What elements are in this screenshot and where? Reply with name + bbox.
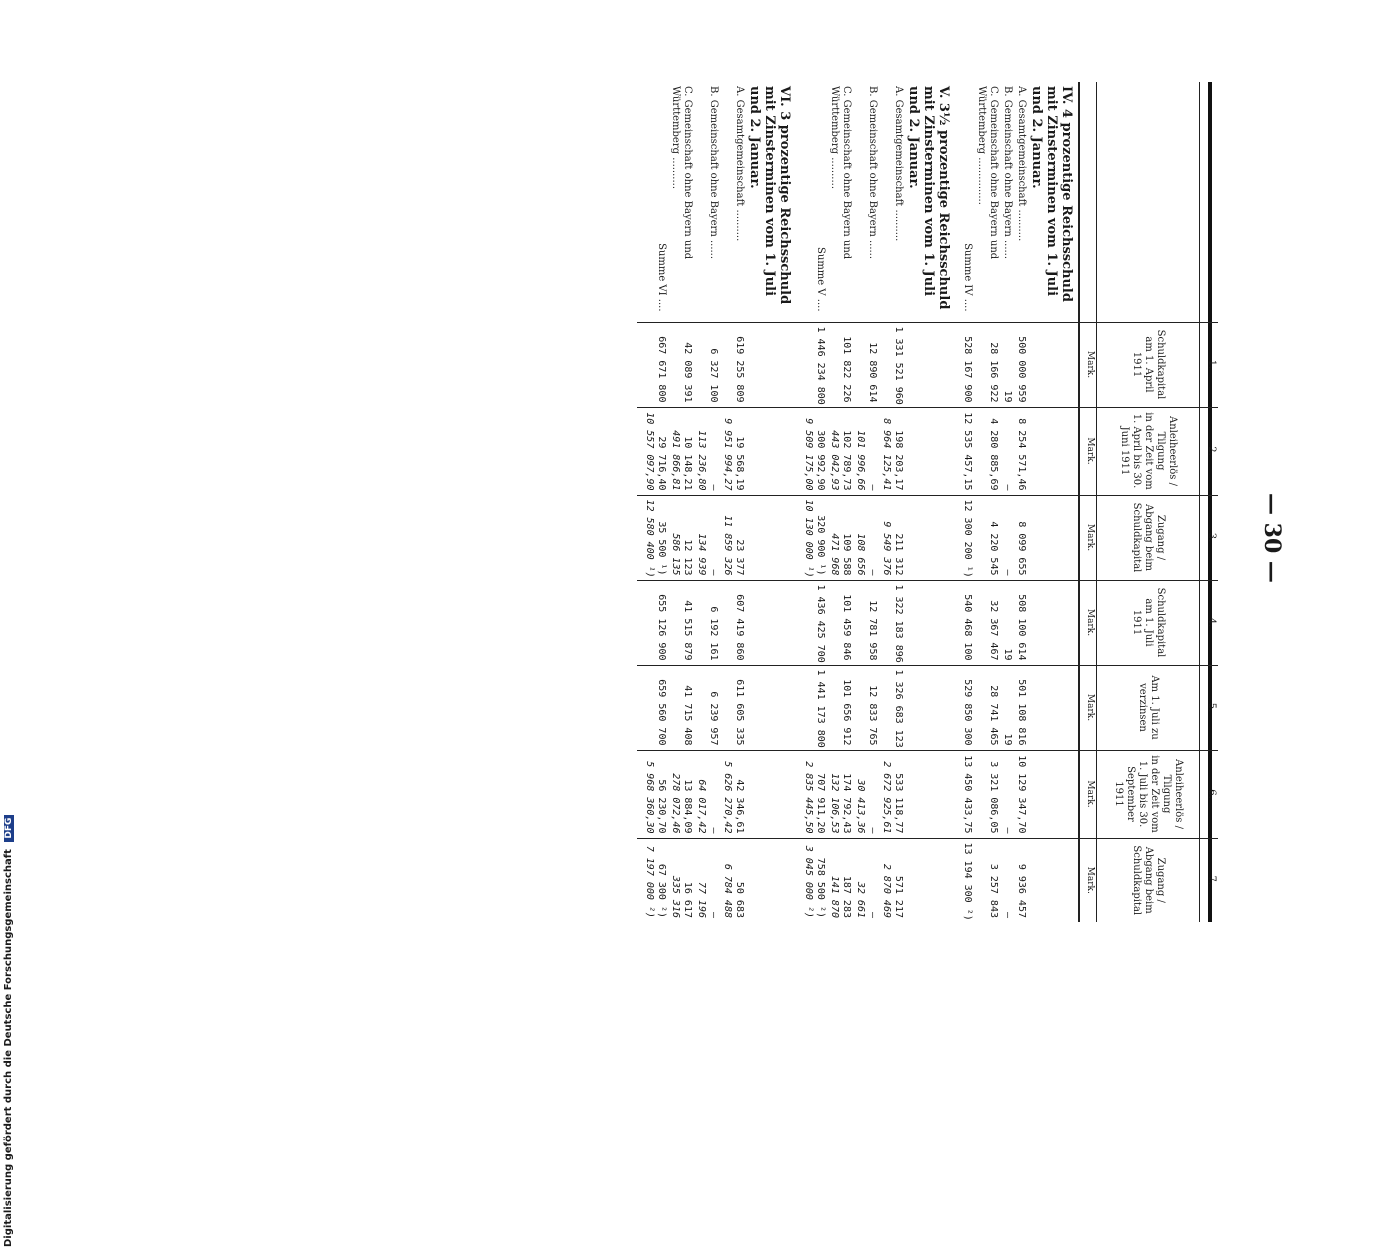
cell-value: 1 322 183 896 — [893, 584, 904, 663]
cell-value: 528 167 900 — [962, 336, 973, 403]
cell-value: 67 300 ²) — [656, 863, 667, 918]
cell-value: 1 436 425 700 — [815, 584, 826, 663]
row-label: IV. 4 prozentige Reichsschuld mit Zinsterminen vom 1. Juli und 2. Januar. — [1029, 86, 1074, 302]
cell-col-6 — [796, 750, 827, 838]
cell-col-4 — [905, 580, 955, 665]
cell-value-tilgung: 586 135 — [670, 533, 681, 576]
cell-col-5 — [746, 665, 796, 750]
unit-label: Mark. — [1079, 407, 1097, 495]
cell-value: 540 468 100 — [962, 594, 973, 661]
cell-col-6 — [746, 750, 796, 838]
table-row — [668, 82, 694, 922]
cell-col-4 — [1028, 580, 1079, 665]
cell-col-2 — [796, 407, 827, 495]
cell-value: 571 217 — [893, 875, 904, 918]
cell-value-tilgung: 10 130 000 ¹) — [803, 499, 814, 578]
cell-col-7 — [879, 838, 905, 922]
cell-col-2 — [637, 407, 668, 495]
cell-value-tilgung: 2 835 445,50 — [803, 761, 814, 834]
col-num: 7. — [1200, 838, 1219, 922]
cell-col-3 — [746, 495, 796, 580]
col-header: Zugang / Abgang beim Schuldkapital — [1097, 495, 1200, 580]
row-label: A. Gesamtgemeinschaft .......... — [893, 86, 904, 242]
cell-col-6 — [827, 750, 853, 838]
col-num: 4. — [1200, 580, 1219, 665]
cell-col-4 — [1000, 580, 1014, 665]
cell-value: 300 992,90 — [815, 430, 826, 491]
cell-value: — — [708, 827, 719, 834]
cell-value: 9 936 457 — [1016, 863, 1027, 918]
cell-value: — — [867, 484, 878, 491]
table-row — [974, 82, 1000, 922]
cell-value: 655 126 900 — [656, 594, 667, 661]
cell-value: 8 254 571,46 — [1016, 418, 1027, 491]
cell-value: 12 123 — [682, 539, 693, 576]
row-label: A. Gesamtgemeinschaft .......... — [1016, 86, 1027, 242]
cell-value: 6 327 100 — [708, 348, 719, 403]
unit-label: Mark. — [1079, 665, 1097, 750]
cell-value-tilgung: 10 557 097,90 — [644, 412, 655, 491]
dfg-logo: DFG — [4, 815, 14, 842]
cell-col-4 — [694, 580, 720, 665]
col-num: 3. — [1200, 495, 1219, 580]
cell-col-4 — [796, 580, 827, 665]
col-header: Schuldkapital am 1. Juli 1911 — [1097, 580, 1200, 665]
cell-col-2 — [879, 407, 905, 495]
cell-value-tilgung: 5 968 360,30 — [644, 761, 655, 834]
cell-value: 28 166 922 — [988, 342, 999, 403]
cell-col-6 — [1028, 750, 1079, 838]
table-row — [694, 82, 720, 922]
cell-value: — — [1002, 569, 1013, 576]
cell-value: — — [708, 911, 719, 918]
period-note: in der Zeit vom 1. Juli bis 30. September 1911 — [1113, 755, 1160, 833]
cell-value: 16 617 — [682, 881, 693, 918]
cell-col-7 — [694, 838, 720, 922]
cell-value: 1 441 173 800 — [815, 669, 826, 748]
table-row — [853, 82, 879, 922]
cell-value: 101 822 226 — [841, 336, 852, 403]
cell-value: 35 500 ¹) — [656, 521, 667, 576]
cell-col-4 — [720, 580, 746, 665]
cell-value: — — [708, 569, 719, 576]
cell-col-7 — [1014, 838, 1028, 922]
cell-value: — — [1002, 911, 1013, 918]
cell-col-6 — [853, 750, 879, 838]
cell-value-tilgung: 101 996,66 — [855, 430, 866, 491]
cell-col-1 — [974, 322, 1000, 407]
cell-col-6 — [1000, 750, 1014, 838]
cell-col-2 — [974, 407, 1000, 495]
cell-value: 174 792,43 — [841, 773, 852, 834]
cell-value-tilgung: 12 580 400 ¹) — [644, 499, 655, 578]
cell-value: 1 446 234 800 — [815, 326, 826, 405]
cell-col-5 — [853, 665, 879, 750]
cell-value-tilgung: 77 196 — [696, 881, 707, 918]
unit-label: Mark. — [1079, 495, 1097, 580]
cell-value: 611 605 335 — [734, 679, 745, 746]
cell-value: 3 321 086,05 — [988, 761, 999, 834]
cell-value: 32 367 467 — [988, 600, 999, 661]
cell-col-7 — [974, 838, 1000, 922]
cell-col-5 — [1028, 665, 1079, 750]
cell-value: 6 192 161 — [708, 606, 719, 661]
cell-value: 500 000 959 — [1016, 336, 1027, 403]
cell-value: — — [867, 569, 878, 576]
cell-col-3 — [668, 495, 694, 580]
cell-col-3 — [1028, 495, 1079, 580]
col-header: Anleiheerlös / Tilgung in der Zeit vom 1. April bis 30. Juni 1911 — [1097, 407, 1200, 495]
digitization-notice — [3, 347, 17, 1247]
cell-value: 4 220 545 — [988, 521, 999, 576]
cell-value: 659 560 700 — [656, 679, 667, 746]
cell-value: 23 377 — [734, 539, 745, 576]
table-body — [637, 82, 1079, 922]
cell-value: 41 715 408 — [682, 685, 693, 746]
cell-value: 101 459 846 — [841, 594, 852, 661]
cell-value: 4 280 885,69 — [988, 418, 999, 491]
cell-col-6 — [974, 750, 1000, 838]
cell-value-tilgung: 113 236,80 — [696, 430, 707, 491]
cell-col-2 — [694, 407, 720, 495]
cell-col-1 — [637, 322, 668, 407]
cell-value-tilgung: 134 939 — [696, 533, 707, 576]
cell-value: 19 568,19 — [734, 436, 745, 491]
cell-col-4 — [637, 580, 668, 665]
cell-value: — — [867, 827, 878, 834]
cell-value: 19 — [1002, 648, 1013, 661]
cell-value-tilgung: 32 661 — [855, 881, 866, 918]
table-row — [827, 82, 853, 922]
col-header: Anleiheerlös / Tilgung in der Zeit vom 1. Juli bis 30. September 1911 — [1097, 750, 1200, 838]
cell-col-2 — [1014, 407, 1028, 495]
cell-value: 12 890 614 — [867, 342, 878, 403]
cell-col-1 — [955, 322, 974, 407]
sum-row — [796, 82, 827, 922]
cell-col-5 — [1014, 665, 1028, 750]
cell-col-6 — [637, 750, 668, 838]
cell-col-5 — [694, 665, 720, 750]
cell-value-tilgung: 3 045 000 ²) — [803, 845, 814, 918]
cell-col-2 — [955, 407, 974, 495]
unit-row — [1079, 82, 1097, 922]
cell-col-3 — [905, 495, 955, 580]
row-label: B. Gemeinschaft ohne Bayern ...... — [708, 86, 719, 260]
cell-value-tilgung: 9 509 175,00 — [803, 418, 814, 491]
cell-value: 12 781 958 — [867, 600, 878, 661]
cell-col-3 — [827, 495, 853, 580]
col-num: 6. — [1200, 750, 1219, 838]
cell-col-7 — [796, 838, 827, 922]
section-heading-row — [746, 82, 796, 922]
cell-col-7 — [955, 838, 974, 922]
cell-col-7 — [1000, 838, 1014, 922]
cell-col-7 — [746, 838, 796, 922]
cell-value: 501 108 816 — [1016, 679, 1027, 746]
cell-value-tilgung: 108 656 — [855, 533, 866, 576]
cell-col-1 — [668, 322, 694, 407]
cell-col-5 — [974, 665, 1000, 750]
cell-value: 10 129 347,70 — [1016, 755, 1027, 834]
cell-col-1 — [746, 322, 796, 407]
cell-col-3 — [974, 495, 1000, 580]
cell-value: 198 203,17 — [893, 430, 904, 491]
cell-col-3 — [1014, 495, 1028, 580]
row-label: A. Gesamtgemeinschaft .......... — [734, 86, 745, 242]
table-row — [1014, 82, 1028, 922]
col-num: 5. — [1200, 665, 1219, 750]
cell-value: 533 118,77 — [893, 773, 904, 834]
cell-value-tilgung: 141 870 — [829, 875, 840, 918]
cell-value: — — [1002, 484, 1013, 491]
cell-col-6 — [905, 750, 955, 838]
cell-col-1 — [879, 322, 905, 407]
cell-value: 19 — [1002, 733, 1013, 746]
cell-value: — — [867, 911, 878, 918]
cell-col-6 — [720, 750, 746, 838]
cell-col-5 — [827, 665, 853, 750]
unit-label: Mark. — [1079, 322, 1097, 407]
cell-col-3 — [637, 495, 668, 580]
cell-col-2 — [1028, 407, 1079, 495]
cell-value: 529 850 300 — [962, 679, 973, 746]
cell-value: 13 450 433,75 — [962, 755, 973, 834]
cell-col-1 — [1014, 322, 1028, 407]
cell-col-5 — [668, 665, 694, 750]
cell-value: 56 230,70 — [656, 779, 667, 834]
sum-row — [637, 82, 668, 922]
cell-col-4 — [1014, 580, 1028, 665]
cell-col-4 — [955, 580, 974, 665]
row-label: B. Gemeinschaft ohne Bayern ...... — [1002, 86, 1013, 260]
cell-value-tilgung: 64 017,42 — [696, 779, 707, 834]
cell-col-5 — [879, 665, 905, 750]
cell-col-2 — [668, 407, 694, 495]
cell-col-3 — [879, 495, 905, 580]
cell-value: 508 100 614 — [1016, 594, 1027, 661]
cell-col-7 — [668, 838, 694, 922]
cell-value: 42 089 391 — [682, 342, 693, 403]
col-num — [1200, 82, 1219, 322]
cell-value: 28 741 465 — [988, 685, 999, 746]
cell-value-tilgung: 471 968 — [829, 533, 840, 576]
cell-col-2 — [827, 407, 853, 495]
cell-col-4 — [746, 580, 796, 665]
cell-value: 707 911,20 — [815, 773, 826, 834]
cell-col-4 — [668, 580, 694, 665]
col-header — [1097, 82, 1200, 322]
cell-col-3 — [720, 495, 746, 580]
col-header: Zugang / Abgang beim Schuldkapital — [1097, 838, 1200, 922]
cell-value-tilgung: 278 072,46 — [670, 773, 681, 834]
row-label: Summe IV .... — [962, 243, 973, 312]
cell-value: 187 283 — [841, 875, 852, 918]
row-label: VI. 3 prozentige Reichsschuld mit Zinsterminen vom 1. Juli und 2. Januar. — [747, 86, 792, 305]
cell-value-tilgung: 8 964 125,41 — [881, 418, 892, 491]
cell-col-3 — [955, 495, 974, 580]
cell-value: 211 312 — [893, 533, 904, 576]
cell-col-5 — [637, 665, 668, 750]
cell-col-7 — [1028, 838, 1079, 922]
cell-col-2 — [746, 407, 796, 495]
cell-value-tilgung: 11 859 326 — [722, 515, 733, 576]
table-row — [1000, 82, 1014, 922]
cell-value: 109 588 — [841, 533, 852, 576]
cell-col-5 — [796, 665, 827, 750]
cell-value-tilgung: 6 784 488 — [722, 863, 733, 918]
sum-row — [955, 82, 974, 922]
cell-value: 13 884,09 — [682, 779, 693, 834]
cell-col-3 — [796, 495, 827, 580]
cell-value-tilgung: 2 672 925,61 — [881, 761, 892, 834]
cell-col-1 — [853, 322, 879, 407]
cell-value-tilgung: 9 549 376 — [881, 521, 892, 576]
row-label: C. Gemeinschaft ohne Bayern und Württemberg ............... — [976, 86, 999, 260]
cell-value-tilgung: 491 866,81 — [670, 430, 681, 491]
cell-value-tilgung: 132 106,53 — [829, 773, 840, 834]
cell-value-tilgung: 30 413,36 — [855, 779, 866, 834]
cell-col-6 — [694, 750, 720, 838]
cell-value: 320 900 ¹) — [815, 515, 826, 576]
cell-col-5 — [905, 665, 955, 750]
cell-value: 3 257 843 — [988, 863, 999, 918]
cell-col-7 — [853, 838, 879, 922]
cell-col-6 — [668, 750, 694, 838]
cell-col-1 — [796, 322, 827, 407]
cell-col-4 — [879, 580, 905, 665]
col-num: 1. — [1200, 322, 1219, 407]
table-row — [879, 82, 905, 922]
cell-value: 8 099 655 — [1016, 521, 1027, 576]
row-label: V. 3½ prozentige Reichsschuld mit Zinsterminen vom 1. Juli und 2. Januar. — [906, 86, 951, 310]
period-note: in der Zeit vom 1. April bis 30. Juni 1911 — [1119, 412, 1154, 490]
debt-table — [637, 82, 1218, 922]
cell-value-tilgung: 443 042,93 — [829, 430, 840, 491]
row-label: C. Gemeinschaft ohne Bayern und Württemberg .......... — [829, 86, 852, 260]
cell-col-5 — [1000, 665, 1014, 750]
section-heading-row — [1028, 82, 1079, 922]
cell-col-4 — [853, 580, 879, 665]
cell-col-7 — [637, 838, 668, 922]
cell-value: — — [1002, 827, 1013, 834]
cell-value: 41 515 879 — [682, 600, 693, 661]
cell-value-tilgung: 9 951 994,27 — [722, 418, 733, 491]
cell-col-1 — [1000, 322, 1014, 407]
cell-value: 6 239 957 — [708, 691, 719, 746]
cell-col-2 — [853, 407, 879, 495]
cell-value: 19 — [1002, 390, 1013, 403]
row-label: Summe V .... — [815, 247, 826, 312]
table-row — [720, 82, 746, 922]
unit-label: Mark. — [1079, 580, 1097, 665]
cell-col-5 — [720, 665, 746, 750]
column-number-row — [1200, 82, 1219, 922]
cell-col-1 — [694, 322, 720, 407]
cell-col-3 — [853, 495, 879, 580]
cell-col-2 — [720, 407, 746, 495]
cell-col-6 — [1014, 750, 1028, 838]
cell-value-tilgung: 335 316 — [670, 875, 681, 918]
cell-value: 12 300 200 ¹) — [962, 499, 973, 578]
cell-value: 102 789,73 — [841, 430, 852, 491]
cell-value: 758 500 ²) — [815, 857, 826, 918]
cell-value: 12 833 765 — [867, 685, 878, 746]
cell-value-tilgung: 5 626 270,42 — [722, 761, 733, 834]
cell-value: 13 194 300 ²) — [962, 842, 973, 921]
row-label: Summe VI .... — [656, 243, 667, 312]
unit-label: Mark. — [1079, 750, 1097, 838]
col-header: Schuldkapital am 1. April 1911 — [1097, 322, 1200, 407]
cell-col-5 — [955, 665, 974, 750]
column-header-row — [1097, 82, 1200, 922]
cell-col-6 — [879, 750, 905, 838]
cell-col-1 — [905, 322, 955, 407]
cell-col-4 — [827, 580, 853, 665]
row-label: C. Gemeinschaft ohne Bayern und Württemberg .......... — [670, 86, 693, 260]
cell-col-3 — [694, 495, 720, 580]
cell-value: 42 346,61 — [734, 779, 745, 834]
cell-value: 667 671 800 — [656, 336, 667, 403]
cell-col-1 — [1028, 322, 1079, 407]
cell-value: 607 419 860 — [734, 594, 745, 661]
unit-label: Mark. — [1079, 838, 1097, 922]
rotated-table-container — [143, 82, 1218, 922]
cell-value: 29 716,40 — [656, 436, 667, 491]
cell-col-4 — [974, 580, 1000, 665]
digitization-text: Digitalisierung gefördert durch die Deutsche Forschungsgemeinschaft — [3, 849, 14, 1247]
cell-col-1 — [720, 322, 746, 407]
cell-value-tilgung: 2 870 469 — [881, 863, 892, 918]
cell-value: — — [708, 484, 719, 491]
cell-col-2 — [1000, 407, 1014, 495]
cell-value: 12 535 457,15 — [962, 412, 973, 491]
col-num: 2. — [1200, 407, 1219, 495]
cell-value: 1 331 521 960 — [893, 326, 904, 405]
cell-value-tilgung: 7 197 000 ²) — [644, 845, 655, 918]
cell-col-7 — [720, 838, 746, 922]
cell-col-7 — [827, 838, 853, 922]
cell-col-7 — [905, 838, 955, 922]
col-header: Am 1. Juli zu verzinsen — [1097, 665, 1200, 750]
cell-col-3 — [1000, 495, 1014, 580]
cell-value: 10 148,21 — [682, 436, 693, 491]
cell-value: 101 656 912 — [841, 679, 852, 746]
cell-col-1 — [827, 322, 853, 407]
page-number: — 30 — — [1259, 493, 1285, 583]
cell-value: 50 683 — [734, 881, 745, 918]
row-label: B. Gemeinschaft ohne Bayern ...... — [867, 86, 878, 260]
cell-value: 1 326 683 123 — [893, 669, 904, 748]
section-heading-row — [905, 82, 955, 922]
cell-value: 619 255 809 — [734, 336, 745, 403]
cell-col-6 — [955, 750, 974, 838]
cell-col-2 — [905, 407, 955, 495]
